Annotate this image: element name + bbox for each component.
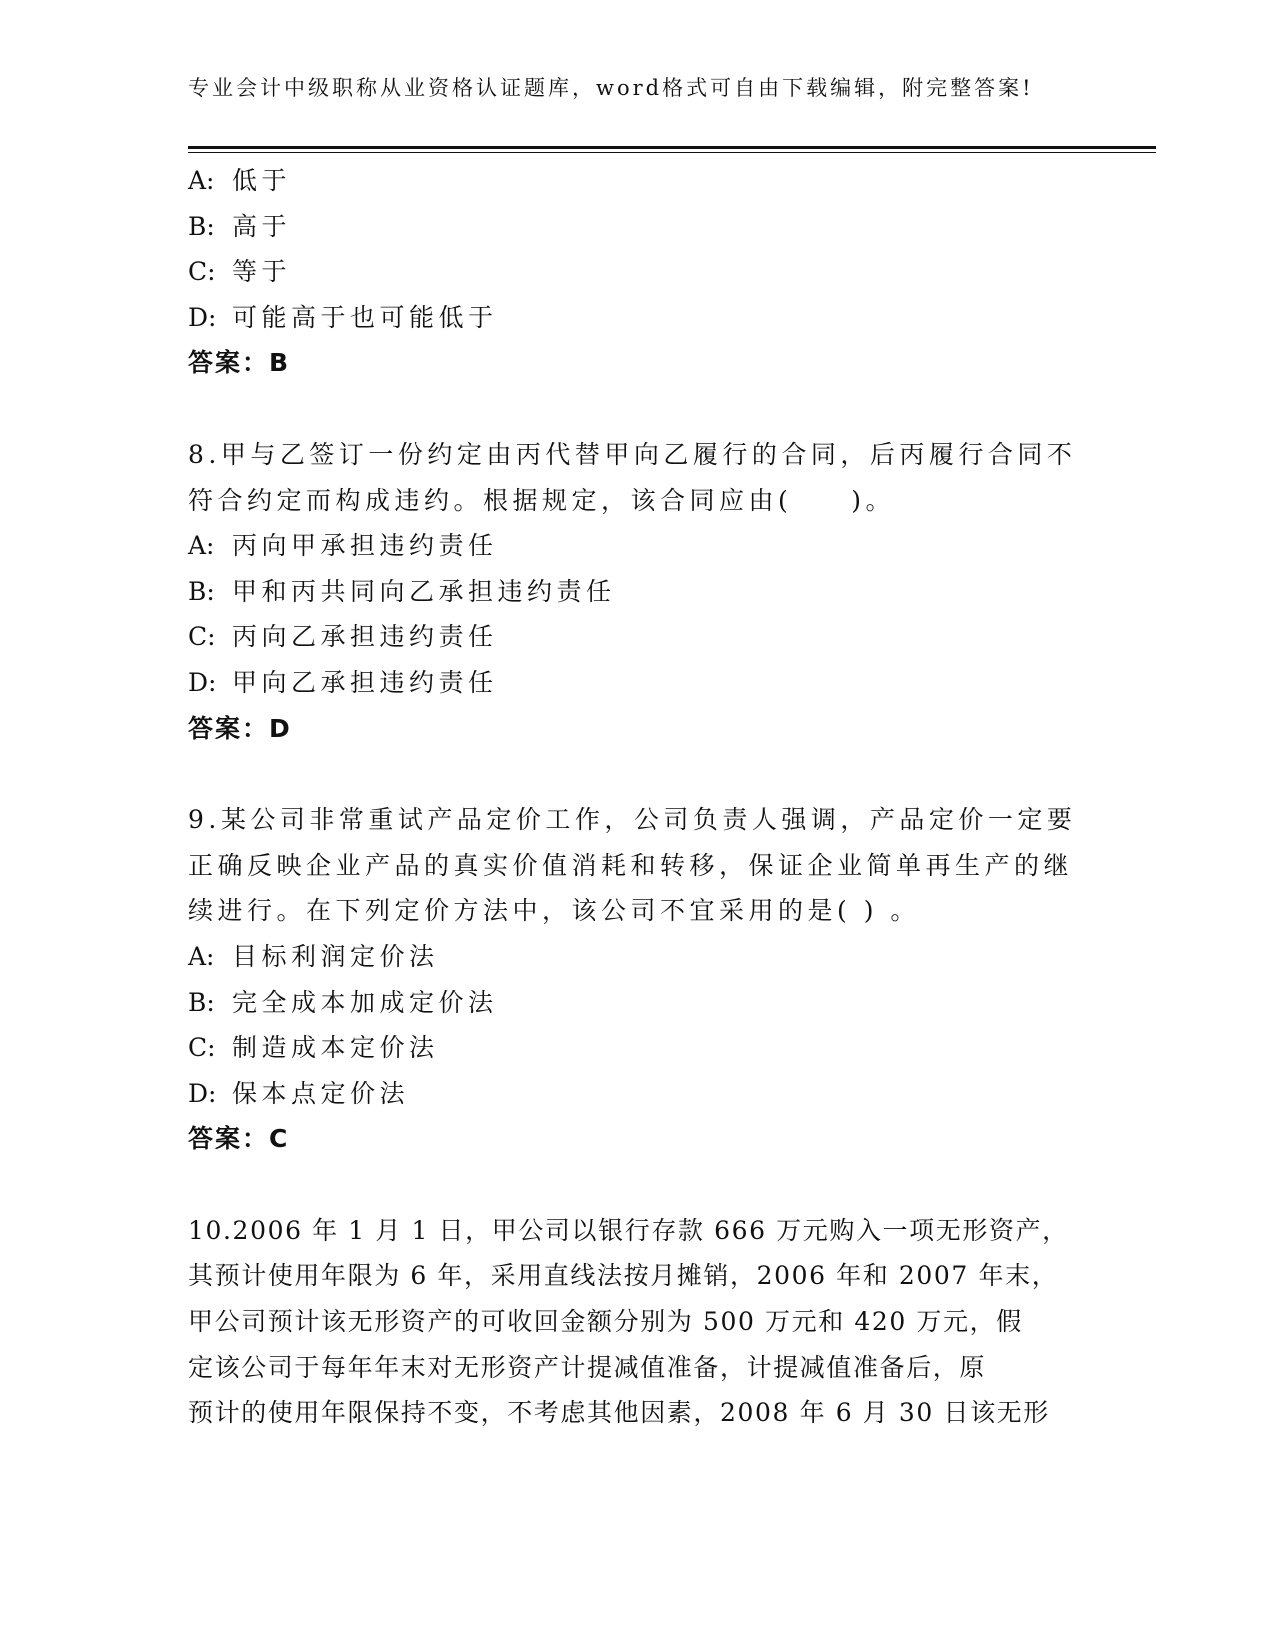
option-c [188, 614, 1088, 660]
option-key: B: [188, 987, 215, 1017]
option-c [188, 1025, 1088, 1071]
option-key: A: [188, 531, 215, 561]
option-text: 等于 [232, 257, 292, 287]
question-text-line: 定该公司于每年年末对无形资产计提减值准备，计提减值准备后，原 [188, 1352, 987, 1382]
option-key: C: [188, 1033, 216, 1063]
option-text: 丙向乙承担违约责任 [232, 622, 498, 652]
option-key: A: [188, 166, 215, 195]
option-key: C: [188, 257, 216, 287]
question-text-line: 甲公司预计该无形资产的可收回金额分别为 500 万元和 420 万元，假 [188, 1307, 1023, 1337]
question-text-line: 正确反映企业产品的真实价值消耗和转移，保证企业简单再生产的继 [188, 850, 1074, 880]
page-header: 专业会计中级职称从业资格认证题库，word格式可自由下载编辑，附完整答案! [188, 76, 1034, 100]
question-text-line: 其预计使用年限为 6 年，采用直线法按月摊销，2006 年和 2007 年末， [188, 1261, 1059, 1291]
option-key: B: [188, 211, 215, 241]
question-text-line: 预计的使用年限保持不变，不考虑其他因素，2008 年 6 月 30 日该无形 [188, 1398, 1050, 1428]
question-block-10 [188, 1208, 1088, 1436]
option-c [188, 249, 1088, 295]
answer-line: 答案：D [188, 713, 292, 743]
option-b [188, 569, 1088, 615]
option-text: 保本点定价法 [232, 1078, 410, 1108]
option-text: 完全成本加成定价法 [232, 987, 498, 1017]
option-b [188, 204, 1088, 250]
question-block-7 [188, 158, 1088, 386]
option-d [188, 660, 1088, 706]
question-text-line: 9.某公司非常重试产品定价工作，公司负责人强调，产品定价一定要 [188, 805, 1077, 835]
answer-line: 答案：B [188, 348, 291, 378]
option-key: C: [188, 622, 216, 652]
option-key: D: [188, 302, 217, 332]
option-text: 甲向乙承担违约责任 [232, 667, 498, 697]
question-text-line: 8.甲与乙签订一份约定由丙代替甲向乙履行的合同，后丙履行合同不 [188, 439, 1077, 469]
option-b [188, 980, 1088, 1026]
option-key: B: [188, 576, 215, 606]
option-text: 目标利润定价法 [232, 941, 439, 971]
document-body [188, 158, 1088, 1436]
option-key: A: [188, 941, 215, 971]
option-text: 低于 [232, 166, 292, 195]
option-d [188, 295, 1088, 341]
question-block-9 [188, 797, 1088, 1162]
option-text: 甲和丙共同向乙承担违约责任 [232, 576, 616, 606]
option-key: D: [188, 667, 217, 697]
option-text: 丙向甲承担违约责任 [232, 531, 498, 561]
option-text: 制造成本定价法 [232, 1033, 439, 1063]
option-d [188, 1071, 1088, 1117]
question-text-line: 符合约定而构成违约。根据规定，该合同应由( )。 [188, 485, 896, 515]
option-a [188, 934, 1088, 980]
answer-line: 答案：C [188, 1124, 290, 1154]
header-rule-thick [188, 146, 1156, 149]
question-text-line: 10.2006 年 1 月 1 日，甲公司以银行存款 666 万元购入一项无形资产， [188, 1215, 1069, 1245]
option-a [188, 158, 1088, 204]
option-key: D: [188, 1078, 217, 1108]
header-rule-thin [188, 152, 1156, 153]
option-text: 高于 [232, 211, 292, 241]
option-a [188, 523, 1088, 569]
question-block-8 [188, 432, 1088, 751]
question-text-line: 续进行。在下列定价方法中，该公司不宜采用的是( ) 。 [188, 896, 920, 926]
option-text: 可能高于也可能低于 [232, 302, 498, 332]
